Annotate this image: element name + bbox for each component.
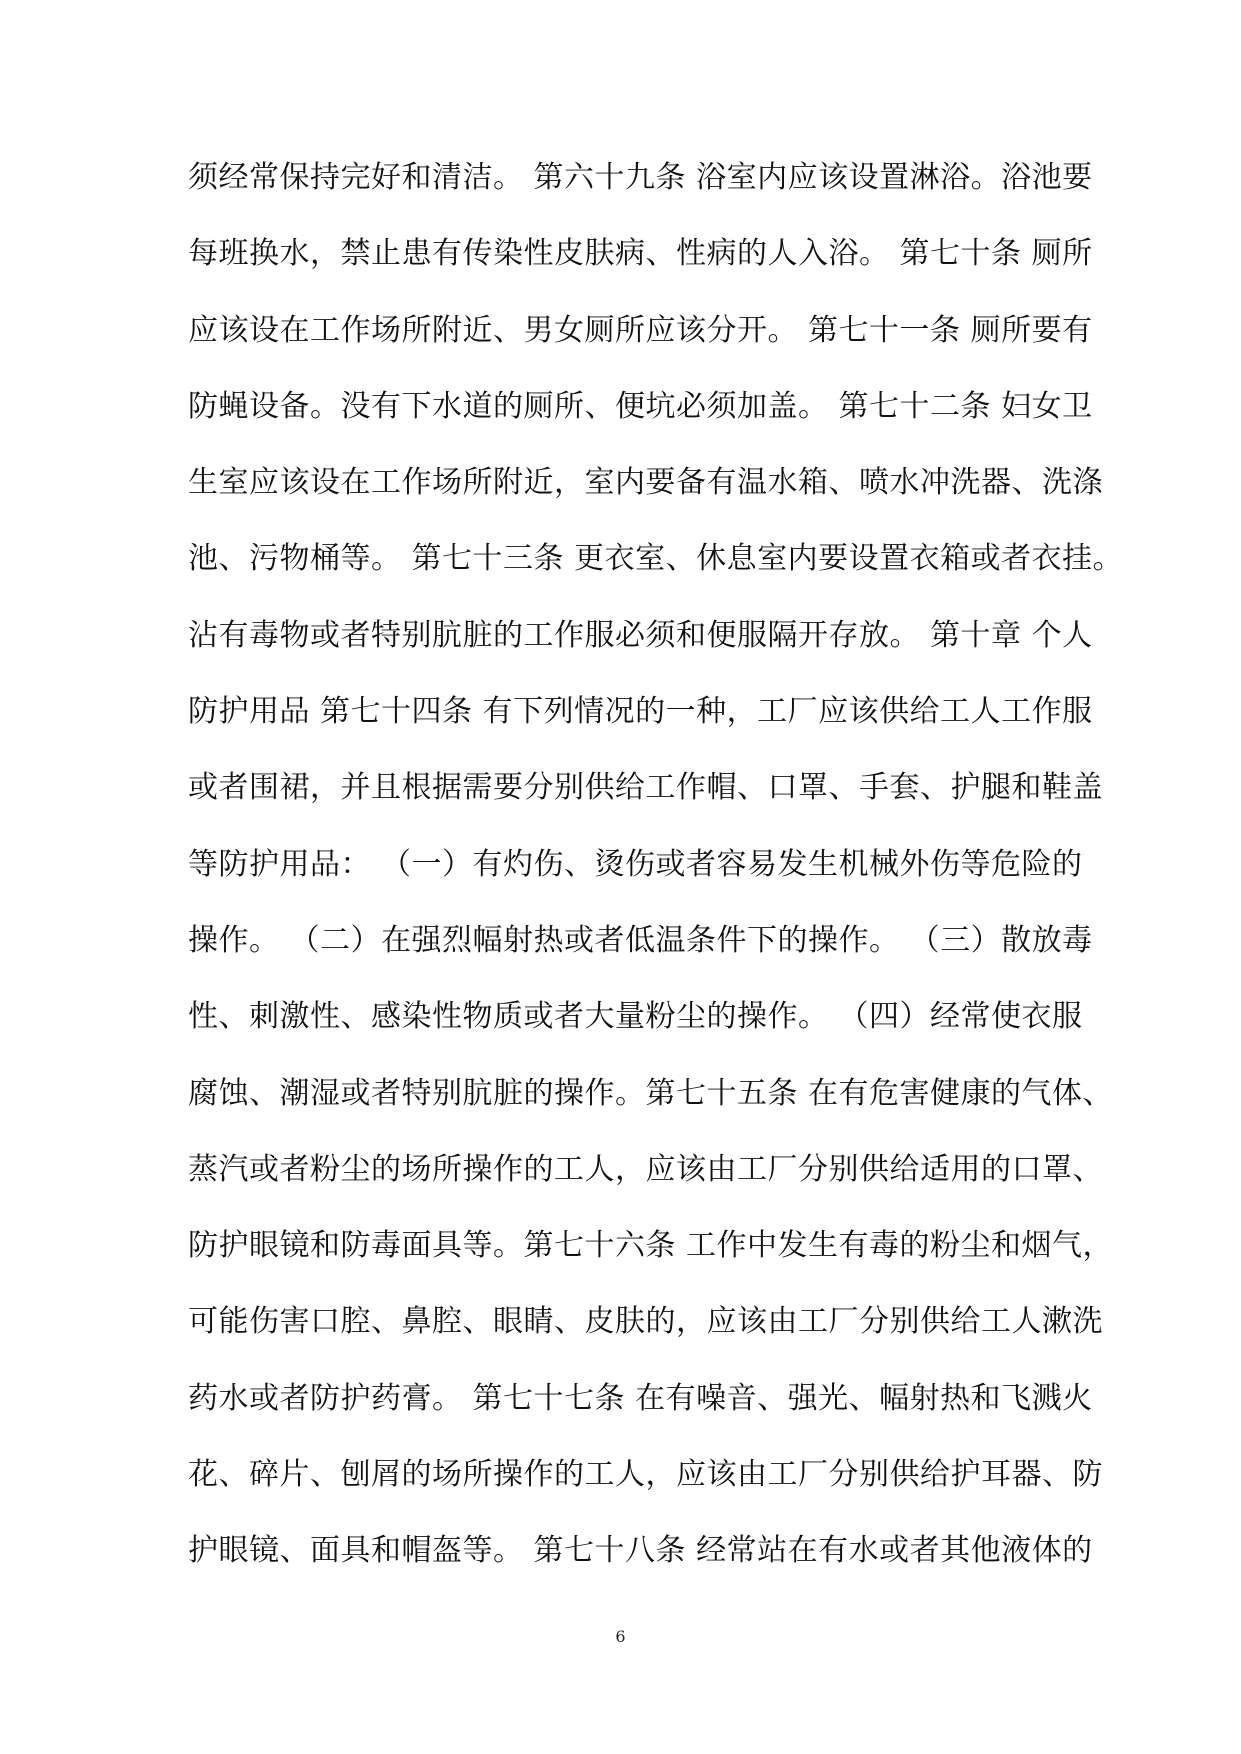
text-line: 药水或者防护药膏。 第七十七条 在有噪音、强光、幅射热和飞溅火 [188,1380,1093,1416]
text-line: 等防护用品： （一）有灼伤、烫伤或者容易发生机械外伤等危险的 [188,846,1083,882]
text-line: 生室应该设在工作场所附近，室内要备有温水箱、喷水冲洗器、洗涤 [188,465,1103,501]
text-line: 防护眼镜和防毒面具等。第七十六条 工作中发生有毒的粉尘和烟气， [188,1228,1114,1264]
body-text [188,140,1124,1590]
text-line: 可能伤害口腔、鼻腔、眼睛、皮肤的，应该由工厂分别供给工人漱洗 [188,1304,1103,1340]
text-line: 蒸汽或者粉尘的场所操作的工人，应该由工厂分别供给适用的口罩、 [188,1151,1103,1187]
text-line: 防蝇设备。没有下水道的厕所、便坑必须加盖。 第七十二条 妇女卫 [188,388,1093,424]
text-line: 或者围裙，并且根据需要分别供给工作帽、口罩、手套、护腿和鞋盖 [188,770,1103,806]
page-number: 6 [615,1627,626,1646]
text-line: 应该设在工作场所附近、男女厕所应该分开。 第七十一条 厕所要有 [188,312,1093,348]
text-line: 每班换水，禁止患有传染性皮肤病、性病的人入浴。 第七十条 厕所 [188,236,1093,272]
text-line: 须经常保持完好和清洁。 第六十九条 浴室内应该设置淋浴。浴池要 [188,160,1093,195]
text-line: 操作。 （二）在强烈幅射热或者低温条件下的操作。 （三）散放毒 [188,922,1093,958]
text-line: 腐蚀、潮湿或者特别肮脏的操作。第七十五条 在有危害健康的气体、 [188,1075,1114,1111]
text-line: 花、碎片、刨屑的场所操作的工人，应该由工厂分别供给护耳器、防 [188,1457,1103,1493]
text-line: 池、污物桶等。 第七十三条 更衣室、休息室内要设置衣箱或者衣挂。 [188,541,1124,577]
text-line: 防护用品 第七十四条 有下列情况的一种，工厂应该供给工人工作服 [188,694,1093,730]
text-line: 沾有毒物或者特别肮脏的工作服必须和便服隔开存放。 第十章 个人 [188,617,1093,653]
text-line: 性、刺激性、感染性物质或者大量粉尘的操作。 （四）经常使衣服 [188,999,1083,1035]
text-line: 护眼镜、面具和帽盔等。 第七十八条 经常站在有水或者其他液体的 [188,1533,1093,1569]
